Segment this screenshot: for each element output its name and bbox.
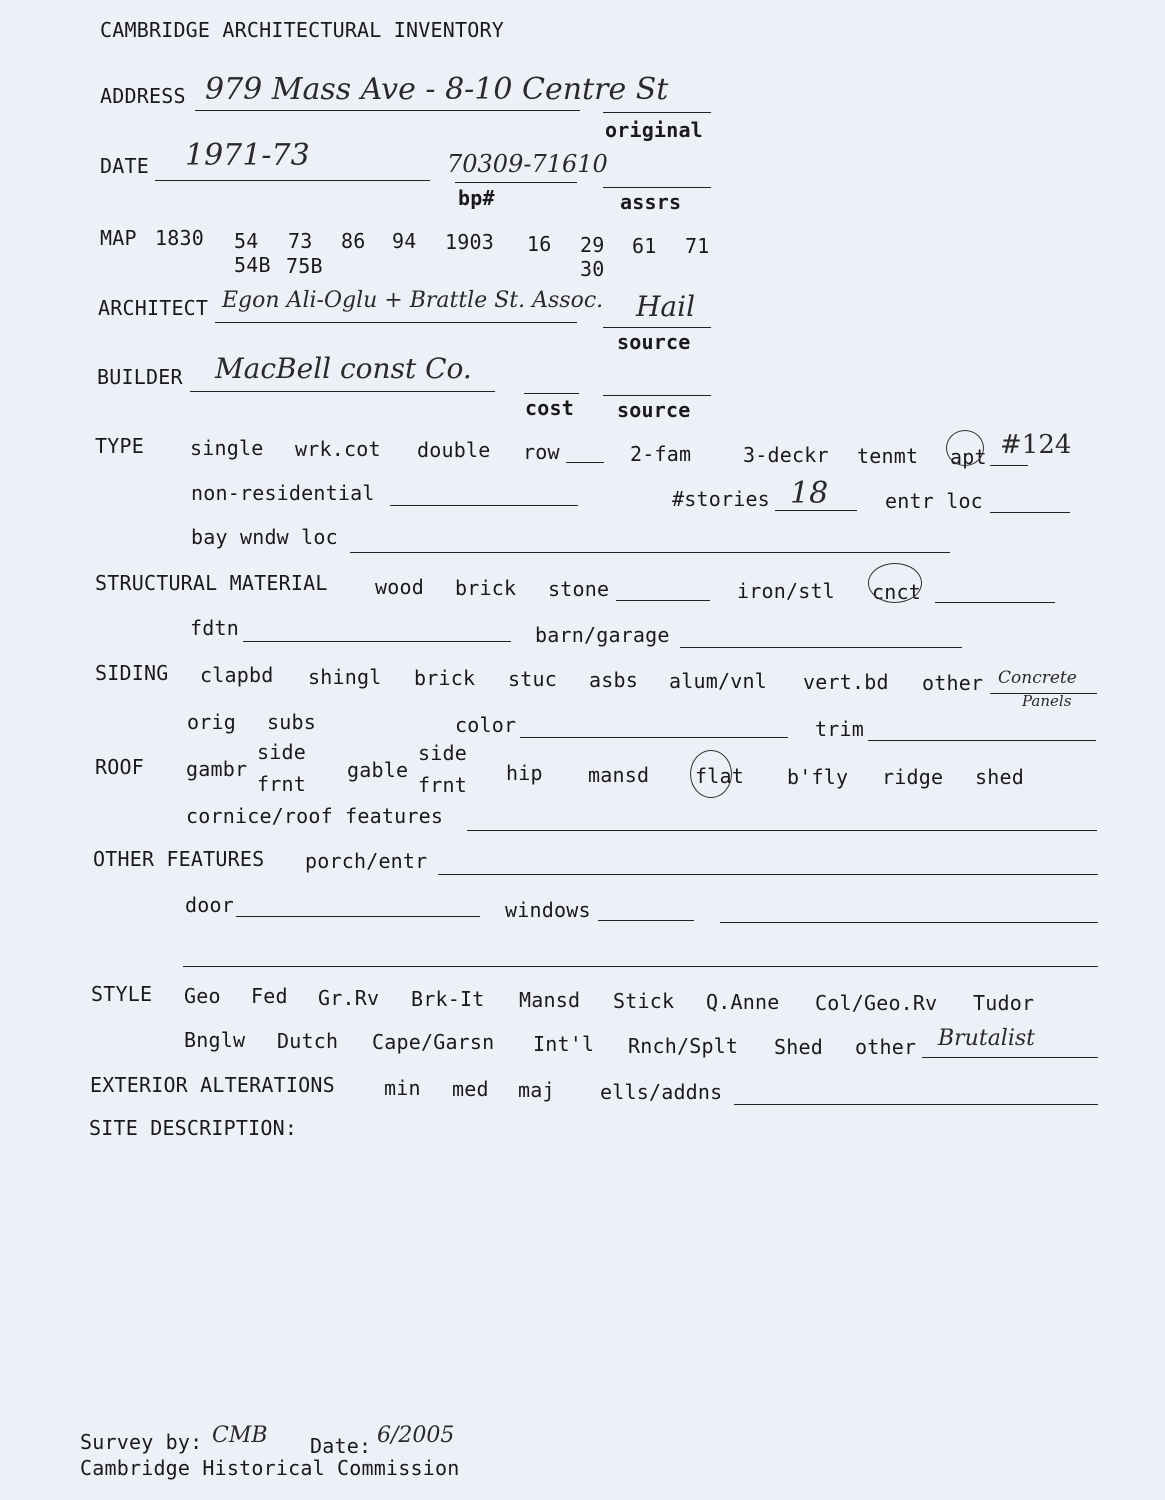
map-label: MAP [100, 226, 137, 250]
style-cape-garsn: Cape/Garsn [372, 1030, 495, 1054]
style-tudor: Tudor [973, 991, 1035, 1015]
exterior-ells-addns: ells/addns [600, 1080, 723, 1104]
nonres-label: non-residential [191, 481, 375, 505]
type-tenmt: tenmt [857, 444, 919, 468]
siding-clapbd: clapbd [200, 663, 274, 687]
door-line [236, 916, 480, 917]
architect-label: ARCHITECT [98, 296, 209, 320]
date-value: 1971-73 [185, 138, 310, 173]
trim-label: trim [815, 717, 864, 741]
type-label: TYPE [95, 434, 144, 458]
siding-label: SIDING [95, 661, 169, 685]
type-2-fam: 2-fam [630, 442, 692, 466]
siding-stuc: stuc [508, 667, 557, 691]
assrs-line [603, 187, 711, 188]
roof-gable: gable [347, 758, 409, 782]
struct-wood: wood [375, 575, 424, 599]
address-line-right [603, 112, 711, 113]
struct-brick: brick [455, 576, 517, 600]
survey-by-label: Survey by: [80, 1430, 203, 1454]
roof-hip: hip [506, 761, 543, 785]
exterior-label: EXTERIOR ALTERATIONS [90, 1073, 335, 1097]
style-q-anne: Q.Anne [706, 990, 780, 1014]
survey-date-value: 6/2005 [377, 1423, 455, 1448]
survey-by-value: CMB [212, 1423, 268, 1448]
fdtn-line [243, 641, 511, 642]
style-bnglw: Bnglw [184, 1028, 246, 1052]
apt-circle-mark [946, 430, 984, 466]
roof-label: ROOF [95, 755, 144, 779]
roof-shed: shed [975, 765, 1024, 789]
siding-brick: brick [414, 666, 476, 690]
subs-label: subs [267, 710, 316, 734]
assrs-label: assrs [620, 190, 682, 214]
map-year-29: 29 [580, 233, 605, 257]
roof-mansd: mansd [588, 763, 650, 787]
struct-iron-stl: iron/stl [737, 579, 835, 603]
style-intl: Int'l [533, 1032, 595, 1056]
siding-other-value: Concrete [998, 668, 1077, 688]
other-features-label: OTHER FEATURES [93, 847, 265, 871]
style-other-value: Brutalist [938, 1026, 1036, 1051]
color-label: color [455, 713, 517, 737]
other-features-extra-line [183, 966, 1098, 967]
siding-other: other [922, 671, 984, 695]
roof-gambr-frnt: frnt [257, 772, 306, 796]
map-year-71: 71 [685, 234, 710, 258]
row-line [566, 462, 604, 463]
roof-gable-frnt: frnt [418, 773, 467, 797]
cornice-line [467, 830, 1097, 831]
orig-label: orig [187, 710, 236, 734]
map-year-75b: 75B [286, 254, 323, 278]
struct-stone: stone [548, 577, 610, 601]
map-year-30: 30 [580, 257, 605, 281]
map-year-61: 61 [632, 234, 657, 258]
entr-loc-line [990, 512, 1070, 513]
roof-flat: flat [695, 764, 744, 788]
style-geo: Geo [184, 984, 221, 1008]
style-label: STYLE [91, 982, 153, 1006]
apt-value: #124 [1000, 430, 1072, 460]
style-mansd: Mansd [519, 988, 581, 1012]
style-brk-it: Brk-It [411, 987, 485, 1011]
door-label: door [185, 893, 234, 917]
builder-value: MacBell const Co. [215, 352, 472, 385]
siding-asbs: asbs [589, 668, 638, 692]
bp-line [455, 182, 577, 183]
bay-line [350, 552, 950, 553]
siding-alum-vnl: alum/vnl [669, 669, 767, 693]
address-label: ADDRESS [100, 84, 186, 108]
style-shed: Shed [774, 1035, 823, 1059]
barn-line [680, 647, 962, 648]
barn-label: barn/garage [535, 623, 670, 647]
stories-line [775, 510, 857, 511]
site-description-label: SITE DESCRIPTION: [89, 1116, 298, 1140]
roof-bfly: b'fly [787, 765, 849, 789]
cost-line [524, 393, 579, 394]
builder-label: BUILDER [97, 365, 183, 389]
map-year-54b: 54B [234, 253, 271, 277]
windows-line-2 [720, 922, 1098, 923]
siding-other-line [990, 693, 1097, 694]
bay-label: bay wndw loc [191, 525, 338, 549]
exterior-min: min [384, 1076, 421, 1100]
stone-line [616, 600, 710, 601]
architect-source-value: Hail [636, 290, 696, 323]
architect-value: Egon Ali-Oglu + Brattle St. Assoc. [222, 288, 604, 313]
roof-gable-side: side [418, 741, 467, 765]
address-line [195, 110, 580, 111]
style-col-geo-rv: Col/Geo.Rv [815, 991, 938, 1015]
original-label: original [605, 118, 703, 142]
color-line [520, 737, 788, 738]
type-single: single [190, 436, 264, 460]
porch-line [438, 874, 1098, 875]
exterior-maj: maj [518, 1078, 555, 1102]
type-double: double [417, 438, 491, 462]
style-fed: Fed [251, 984, 288, 1008]
structural-label: STRUCTURAL MATERIAL [95, 571, 328, 595]
roof-ridge: ridge [882, 765, 944, 789]
windows-label: windows [505, 898, 591, 922]
siding-vert-bd: vert.bd [803, 670, 889, 694]
survey-date-label: Date: [310, 1434, 372, 1458]
trim-line [868, 740, 1096, 741]
map-year-54: 54 [234, 229, 259, 253]
ells-line [734, 1104, 1098, 1105]
style-gr-rv: Gr.Rv [318, 986, 380, 1010]
cnct-line [935, 602, 1055, 603]
map-year-94: 94 [392, 229, 417, 253]
map-year-1830: 1830 [155, 226, 204, 250]
flat-circle-mark [690, 750, 732, 798]
roof-gambr-side: side [257, 740, 306, 764]
bp-label: bp# [458, 186, 495, 210]
builder-source-line [603, 395, 711, 396]
map-year-86: 86 [341, 229, 366, 253]
map-year-1903: 1903 [445, 230, 494, 254]
architect-line [215, 322, 577, 323]
style-stick: Stick [613, 989, 675, 1013]
type-apt: apt [950, 445, 987, 469]
type-wrk-cot: wrk.cot [295, 437, 381, 461]
windows-line [598, 920, 694, 921]
style-other: other [855, 1035, 917, 1059]
roof-gambr: gambr [186, 757, 248, 781]
style-rnch-splt: Rnch/Splt [628, 1034, 739, 1058]
porch-label: porch/entr [305, 849, 428, 873]
nonres-line [390, 505, 578, 506]
builder-line [190, 391, 495, 392]
architect-source-label: source [617, 330, 691, 354]
date-line [155, 180, 430, 181]
type-3-deckr: 3-deckr [743, 443, 829, 467]
entr-loc-label: entr loc [885, 489, 983, 513]
type-row: row [523, 440, 560, 464]
form-title: CAMBRIDGE ARCHITECTURAL INVENTORY [100, 18, 504, 42]
stories-label: #stories [672, 487, 770, 511]
cnct-circle-mark [868, 563, 922, 603]
architect-source-line [603, 327, 711, 328]
date-label: DATE [100, 154, 149, 178]
map-year-16: 16 [527, 232, 552, 256]
builder-source-label: source [617, 398, 691, 422]
cost-label: cost [525, 396, 574, 420]
siding-shingl: shingl [308, 665, 382, 689]
apt-line [990, 465, 1028, 466]
struct-cnct: cnct [872, 580, 921, 604]
exterior-med: med [452, 1077, 489, 1101]
stories-value: 18 [790, 476, 829, 511]
style-other-line [922, 1057, 1098, 1058]
style-dutch: Dutch [277, 1029, 339, 1053]
map-year-73: 73 [288, 229, 313, 253]
address-value: 979 Mass Ave - 8-10 Centre St [205, 72, 669, 107]
siding-other-value-2: Panels [1022, 692, 1072, 710]
commission-name: Cambridge Historical Commission [80, 1456, 460, 1480]
bp-value: 70309-71610 [447, 150, 608, 178]
fdtn-label: fdtn [190, 616, 239, 640]
cornice-label: cornice/roof features [186, 804, 444, 828]
